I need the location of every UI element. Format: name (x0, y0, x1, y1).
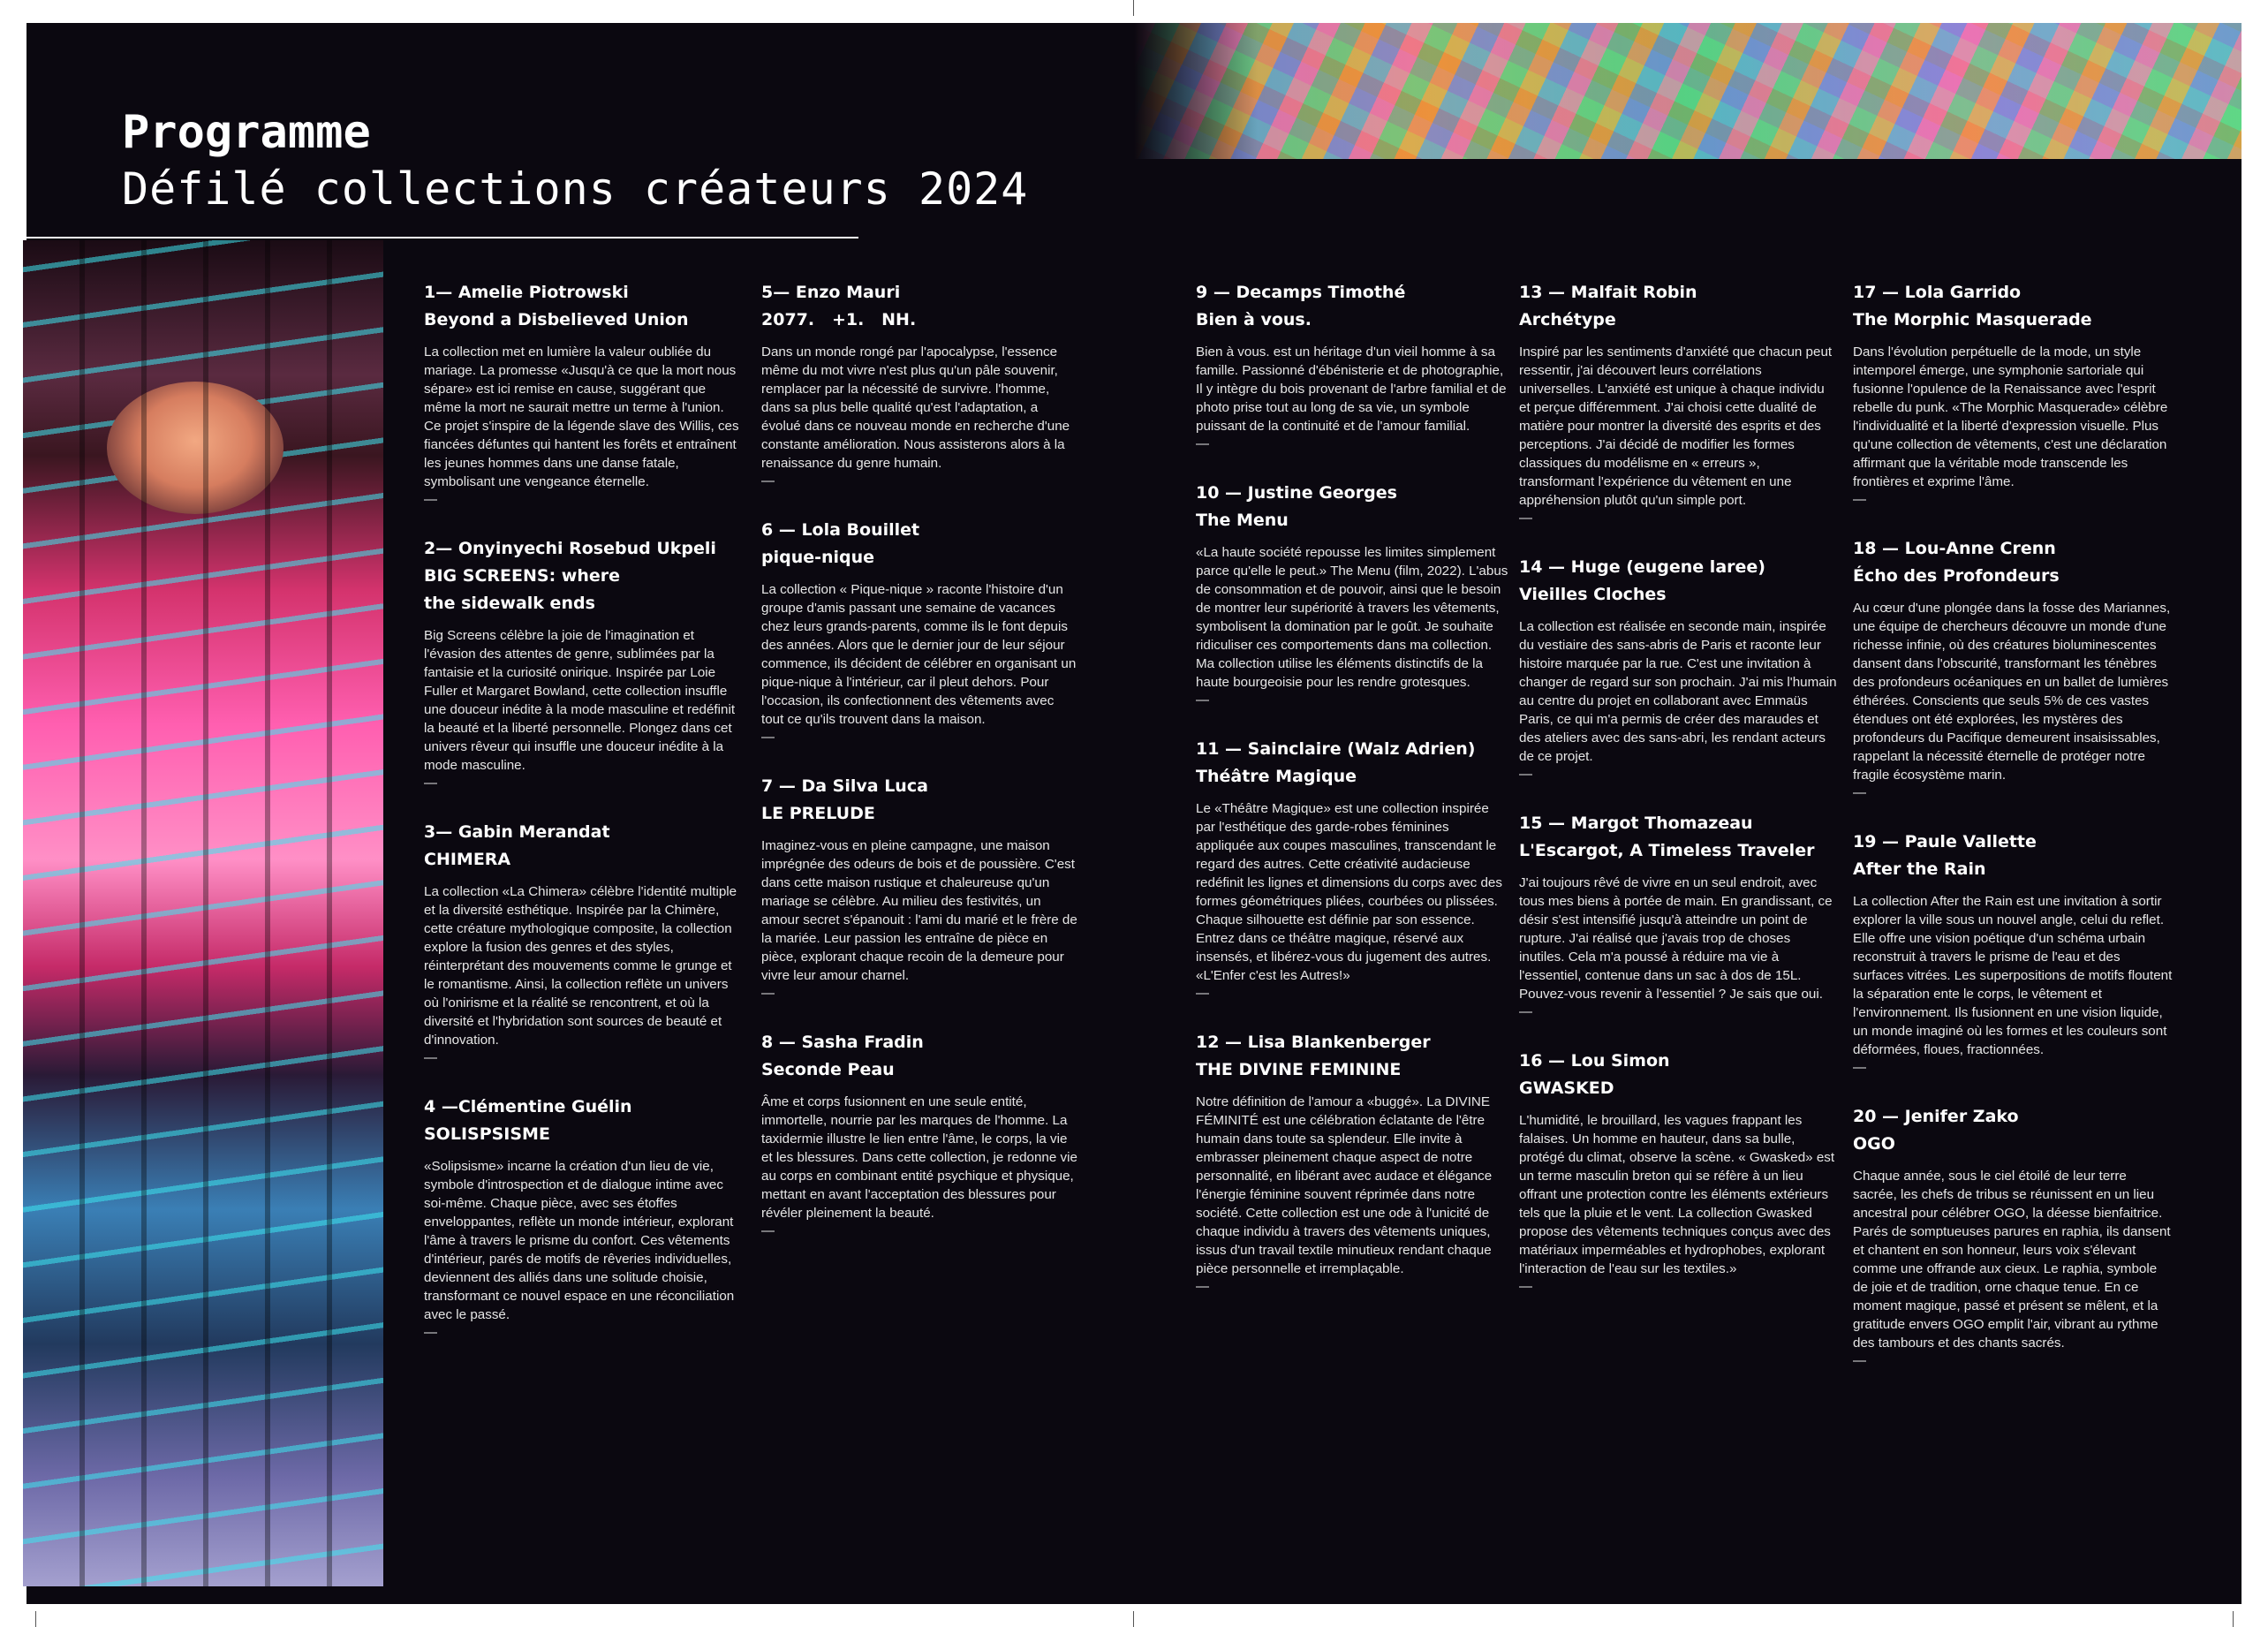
entry-designer: 13 — Malfait Robin (1519, 283, 1697, 302)
entry-description: Notre définition de l'amour a «buggé». La DIVINE FÉMINITÉ est une célébration éclatante de l'être humain dans toute sa splendeur. Elle invite à embrasser pleinement chaque aspect de notre personnalité, en libérant avec audace et élégance l'énergie féminine souvent réprimée dans notre société. Cette collection est une ode à l'unicité de chaque individu à travers des vêtements uniques, issus d'un travail textile minutieux rendant chaque pièce personnelle et irremplaçable. (1196, 1094, 1493, 1276)
entry-designer: 16 — Lou Simon (1519, 1051, 1670, 1071)
entry-title: Théâtre Magique (1196, 767, 1357, 786)
entry-separator: — (1519, 511, 1532, 526)
entry-title: The Morphic Masquerade (1853, 310, 2092, 329)
entry-separator: — (1196, 1279, 1209, 1294)
programme-entry (1519, 279, 1837, 527)
entry-designer: 6 — Lola Bouillet (761, 520, 920, 540)
entry-separator: — (1196, 436, 1209, 451)
entry-title: Archétype (1519, 310, 1616, 329)
entry-description: La collection est réalisée en seconde main, inspirée du vestiaire des sans-abris de Paris et raconte leur histoire marquée par la rue. C'est une invitation à changer de regard sur son prochain. J'ai mis l'humain au centre du projet en collaborant avec Emmaüs Paris, ce qui m'a permis de créer des maraudes et des ateliers avec des sans-abri, les rendant acteurs de ce projet. (1519, 619, 1837, 764)
fold-mark-bottom (1133, 1611, 1134, 1627)
entry-designer: 15 — Margot Thomazeau (1519, 814, 1753, 833)
entry-title: pique-nique (761, 548, 875, 567)
page-subtitle: Défilé collections créateurs 2024 (122, 163, 1029, 215)
entry-description: La collection met en lumière la valeur oubliée du mariage. La promesse «Jusqu'à ce que la mort nous sépare» est ici remise en cause, suggérant que même la mort ne saurait mettre un terme à l'union. Ce projet s'inspire de la légende slave des Willis, ces fiancées défuntes qui hantent les forêts et entraînent les jeunes hommes dans une danse fatale, symbolisant une vengeance éternelle. (424, 344, 739, 489)
entry-description: Chaque année, sous le ciel étoilé de leur terre sacrée, les chefs de tribus se réunissent en un lieu ancestral pour célébrer OGO, la déesse bienfaitrice. Parés de somptueuses parures en raphia, ils dansent et chantent en son honneur, leurs voix s'élevant comme une offrande aux cieux. Le raphia, symbole de joie et de tradition, orne chaque tenue. En ce moment magique, passé et présent se mêlent, et la gratitude envers OGO emplit l'air, vibrant au rythme des tambours et des chants sacrés. (1853, 1169, 2171, 1351)
banner-image (1134, 23, 2242, 159)
entry-description: Imaginez-vous en pleine campagne, une maison imprégnée des odeurs de bois et de poussière. C'est dans cette maison rustique et chaleureuse qu'un mariage se célèbre. Au milieu des festivités, un amour secret s'épanouit : l'ami du marié et le frère de la mariée. Leur passion les entraîne de pièce en pièce, explorant chaque recoin de la demeure pour vivre leur amour charnel. (761, 838, 1077, 983)
entry-title: 2077. +1. NH. (761, 310, 917, 329)
cover-photo (23, 240, 383, 1586)
entry-title: L'Escargot, A Timeless Traveler (1519, 841, 1815, 860)
entry-designer: 14 — Huge (eugene laree) (1519, 557, 1765, 577)
page-header (122, 104, 1028, 217)
entry-title: Beyond a Disbelieved Union (424, 310, 689, 329)
entry-designer: 11 — Sainclaire (Walz Adrien) (1196, 739, 1476, 759)
entry-description: J'ai toujours rêvé de vivre en un seul endroit, avec tous mes biens à portée de main. En grandissant, ce désir s'est intensifié jusqu'à atteindre un point de rupture. J'ai réalisé que j'avais trop de choses inutiles. Cela m'a poussé à réduire ma vie à l'essentiel, contenue dans un sac à dos de 15L. Pouvez-vous revenir à l'essentiel ? Je sais que oui. (1519, 875, 1833, 1002)
entry-designer: 7 — Da Silva Luca (761, 776, 928, 796)
programme-entry (424, 279, 742, 509)
entry-separator: — (424, 492, 437, 507)
entry-title: Vieilles Cloches (1519, 585, 1667, 604)
programme-column-4 (1519, 279, 1837, 1322)
entry-separator: — (761, 986, 775, 1001)
programme-column-5 (1853, 279, 2173, 1396)
entry-separator: — (424, 1325, 437, 1340)
entry-designer: 1— Amelie Piotrowski (424, 283, 629, 302)
entry-separator: — (761, 730, 775, 745)
entry-description: La collection After the Rain est une invitation à sortir explorer la ville sous un nouvel angle, celui du reflet. Elle offre une vision poétique d'un schéma urbain reconstruit à travers le prisme de l'eau et des surfaces vitrées. Les superpositions de motifs floutent la séparation ente le corps, le vêtement et l'environnement. Ils fusionnent en une vision liquide, un monde imaginé où les formes et les couleurs sont déformées, floues, fractionnées. (1853, 894, 2173, 1057)
entry-title: OGO (1853, 1134, 1895, 1154)
programme-entry (1853, 1103, 2173, 1370)
entry-title: After the Rain (1853, 859, 1986, 879)
entry-separator: — (1853, 1060, 1866, 1075)
page-title: Programme (122, 106, 371, 159)
programme-entry (1519, 810, 1837, 1021)
entry-title: The Menu (1196, 511, 1289, 530)
entry-designer: 12 — Lisa Blankenberger (1196, 1033, 1431, 1052)
header-rule (26, 237, 858, 238)
entry-designer: 10 — Justine Georges (1196, 483, 1397, 503)
programme-entry (761, 1029, 1079, 1240)
entry-title: Écho des Profondeurs (1853, 566, 2060, 586)
entry-title: CHIMERA (424, 850, 511, 869)
entry-designer: 5— Enzo Mauri (761, 283, 901, 302)
entry-separator: — (1196, 692, 1209, 708)
programme-entry (1196, 279, 1510, 453)
entry-designer: 19 — Paule Vallette (1853, 832, 2037, 851)
programme-entry (424, 1093, 742, 1342)
programme-entry (424, 535, 742, 792)
entry-designer: 17 — Lola Garrido (1853, 283, 2022, 302)
entry-separator: — (1196, 986, 1209, 1001)
fold-mark-top (1133, 0, 1134, 16)
entry-separator: — (1519, 767, 1532, 782)
entry-title: BIG SCREENS: where the sidewalk ends (424, 566, 620, 613)
programme-entry (424, 819, 742, 1067)
programme-entry (761, 773, 1079, 1003)
entry-description: L'humidité, le brouillard, les vagues frappant les falaises. Un homme en hauteur, dans sa bulle, protégé du climat, observe la scène. « Gwasked» est un terme masculin breton qui se réfère à un lieu offrant une protection contre les éléments extérieurs tels que la pluie et le vent. La collection Gwasked propose des vêtements techniques conçus avec des matériaux imperméables et hydrophobes, explorant l'interaction de l'eau sur les textiles.» (1519, 1113, 1835, 1276)
programme-entry (1853, 535, 2173, 802)
entry-separator: — (424, 1050, 437, 1065)
entry-separator: — (1519, 1279, 1532, 1294)
programme-column-2 (761, 279, 1079, 1267)
entry-title: Bien à vous. (1196, 310, 1312, 329)
programme-entry (761, 279, 1079, 490)
programme-entry (1519, 554, 1837, 783)
crop-mark-bottom-left (35, 1611, 36, 1627)
entry-separator: — (1853, 1353, 1866, 1368)
entry-separator: — (761, 473, 775, 488)
entry-designer: 8 — Sasha Fradin (761, 1033, 924, 1052)
entry-title: Seconde Peau (761, 1060, 895, 1079)
entry-designer: 18 — Lou-Anne Crenn (1853, 539, 2056, 558)
entry-description: Inspiré par les sentiments d'anxiété que chacun peut ressentir, j'ai découvert leurs corrélations universelles. L'anxiété est unique à chaque individu et perçue différemment. J'ai choisi cette dualité de matière pour montrer la diversité des esprits et des perceptions. J'ai décidé de modifier les formes classiques du modélisme en « erreurs », transformant l'expérience du vêtement en une appréhension plutôt qu'un simple port. (1519, 344, 1833, 508)
entry-designer: 3— Gabin Merandat (424, 822, 610, 842)
entry-description: Âme et corps fusionnent en une seule entité, immortelle, nourrie par les marques de l'homme. La taxidermie illustre le lien entre l'âme, le corps, la vie et les blessures. Dans cette collection, je redonne vie au corps en combinant entité psychique et physique, mettant en avant l'acceptation des blessures pour révéler pleinement la beauté. (761, 1094, 1077, 1221)
entry-description: Le «Théâtre Magique» est une collection inspirée par l'esthétique des garde-robes féminines appliquée aux coupes masculines, transcendant le regard des autres. Cette créativité audacieuse redéfinit les lignes et dimensions du corps avec des formes géométriques pliées, courbées ou plissées. Chaque silhouette est définie par son essence. Entrez dans ce théâtre magique, réservé aux insensés, et libérez-vous du jugement des autres. «L'Enfer c'est les Autres!» (1196, 801, 1502, 983)
entry-title: SOLISPSISME (424, 1124, 550, 1144)
programme-entry (1853, 829, 2173, 1077)
programme-entry (1196, 480, 1510, 709)
entry-title: LE PRELUDE (761, 804, 875, 823)
entry-description: Big Screens célèbre la joie de l'imagination et l'évasion des attentes de genre, sublimées par la fantaisie et la curiosité onirique. Inspirée par Loie Fuller et Margaret Bowland, cette collection insuffle une douceur inédite à la mode masculine et redéfinit la beauté et la liberté personnelle. Plongez dans cet univers rêveur qui insuffle une douceur inédite à la mode masculine. (424, 628, 736, 773)
programme-entry (1519, 1048, 1837, 1296)
entry-title: GWASKED (1519, 1078, 1614, 1098)
entry-title: THE DIVINE FEMININE (1196, 1060, 1402, 1079)
entry-description: La collection « Pique-nique » raconte l'histoire d'un groupe d'amis passant une semaine de vacances chez leurs grands-parents, comme ils le font depuis des années. Alors que le dernier jour de leur séjour commence, ils décident de célébrer en organisant un pique-nique à l'intérieur, car il pleut dehors. Pour l'occasion, ils confectionnent des vêtements avec tout ce qu'ils trouvent dans la maison. (761, 582, 1077, 727)
entry-designer: 4 —Clémentine Guélin (424, 1097, 632, 1116)
programme-entry (761, 517, 1079, 746)
entry-separator: — (1519, 1004, 1532, 1019)
entry-description: Dans un monde rongé par l'apocalypse, l'essence même du mot vivre n'est plus qu'un pâle souvenir, remplacer par la nécessité de survivre. l'homme, dans sa plus belle qualité qu'est l'adaptation, a évolué dans ce nouveau monde en recherche d'une constante amélioration. Nous assisterons alors à la renaissance du genre humain. (761, 344, 1070, 471)
programme-entry (1853, 279, 2173, 509)
programme-column-3 (1196, 279, 1510, 1322)
entry-description: Bien à vous. est un héritage d'un vieil homme à sa famille. Passionné d'ébénisterie et de photographie, Il y intègre du bois provenant de l'arbre familial et de photo prise tout au long de sa vie, un symbole puissant de la continuité et de l'amour familial. (1196, 344, 1507, 434)
entry-designer: 9 — Decamps Timothé (1196, 283, 1406, 302)
photo-stripes (23, 240, 383, 1586)
programme-column-1 (424, 279, 742, 1368)
entry-separator: — (1853, 492, 1866, 507)
programme-entry (1196, 1029, 1510, 1296)
programme-entry (1196, 736, 1510, 1003)
entry-description: La collection «La Chimera» célèbre l'identité multiple et la diversité esthétique. Inspirée par la Chimère, cette créature mythologique composite, la collection explore la fusion des genres et des styles, réinterprétant des mouvements comme le grunge et le romantisme. Ainsi, la collection reflète un univers où l'onirisme et la réalité se rencontrent, et où la diversité et l'hybridation sont sources de beauté et d'innovation. (424, 884, 737, 1048)
crop-mark-bottom-right (2233, 1611, 2234, 1627)
entry-description: «Solipsisme» incarne la création d'un lieu de vie, symbole d'introspection et de dialogue intime avec soi-même. Chaque pièce, avec ses étoffes enveloppantes, reflète un monde intérieur, explorant l'âme à travers le prisme du confort. Ces vêtements d'intérieur, parés de motifs de rêveries individuelles, deviennent des alliés dans une solitude choisie, transformant ce nouvel espace en une réconciliation avec le passé. (424, 1159, 735, 1322)
entry-description: Au cœur d'une plongée dans la fosse des Mariannes, une équipe de chercheurs découvre un monde d'une richesse infinie, où des créatures bioluminescentes dansent dans l'obscurité, transformant les ténèbres des profondeurs océaniques en un ballet de lumières éthérées. Conscients que seuls 5% de ces vastes étendues ont été explorées, les mystères des profondeurs du Pacifique demeurent insaisissables, rappelant la nécessité éternelle de protéger notre fragile écosystème marin. (1853, 601, 2171, 783)
entry-description: Dans l'évolution perpétuelle de la mode, un style intemporel émerge, une symphonie sartoriale qui fusionne l'opulence de la Renaissance avec l'esprit rebelle du punk. «The Morphic Masquerade» célèbre l'individualité et la liberté d'expression visuelle. Plus qu'une collection de vêtements, c'est une déclaration affirmant que la véritable mode transcende les frontières et exprime l'âme. (1853, 344, 2168, 489)
entry-separator: — (1853, 785, 1866, 800)
entry-separator: — (424, 776, 437, 791)
entry-separator: — (761, 1223, 775, 1238)
entry-designer: 2— Onyinyechi Rosebud Ukpeli (424, 539, 716, 558)
entry-description: «La haute société repousse les limites simplement parce qu'elle le peut.» The Menu (film, 2022). L'abus de consommation et de pouvoir, ainsi que le besoin de montrer leur supériorité à travers les vêtements, symbolisent la domination par le goût. Je souhaite ridiculiser ces comportements dans ma collection. Ma collection utilise les éléments distinctifs de la haute bourgeoisie pour les rendre grotesques. (1196, 545, 1508, 690)
entry-designer: 20 — Jenifer Zako (1853, 1107, 2019, 1126)
